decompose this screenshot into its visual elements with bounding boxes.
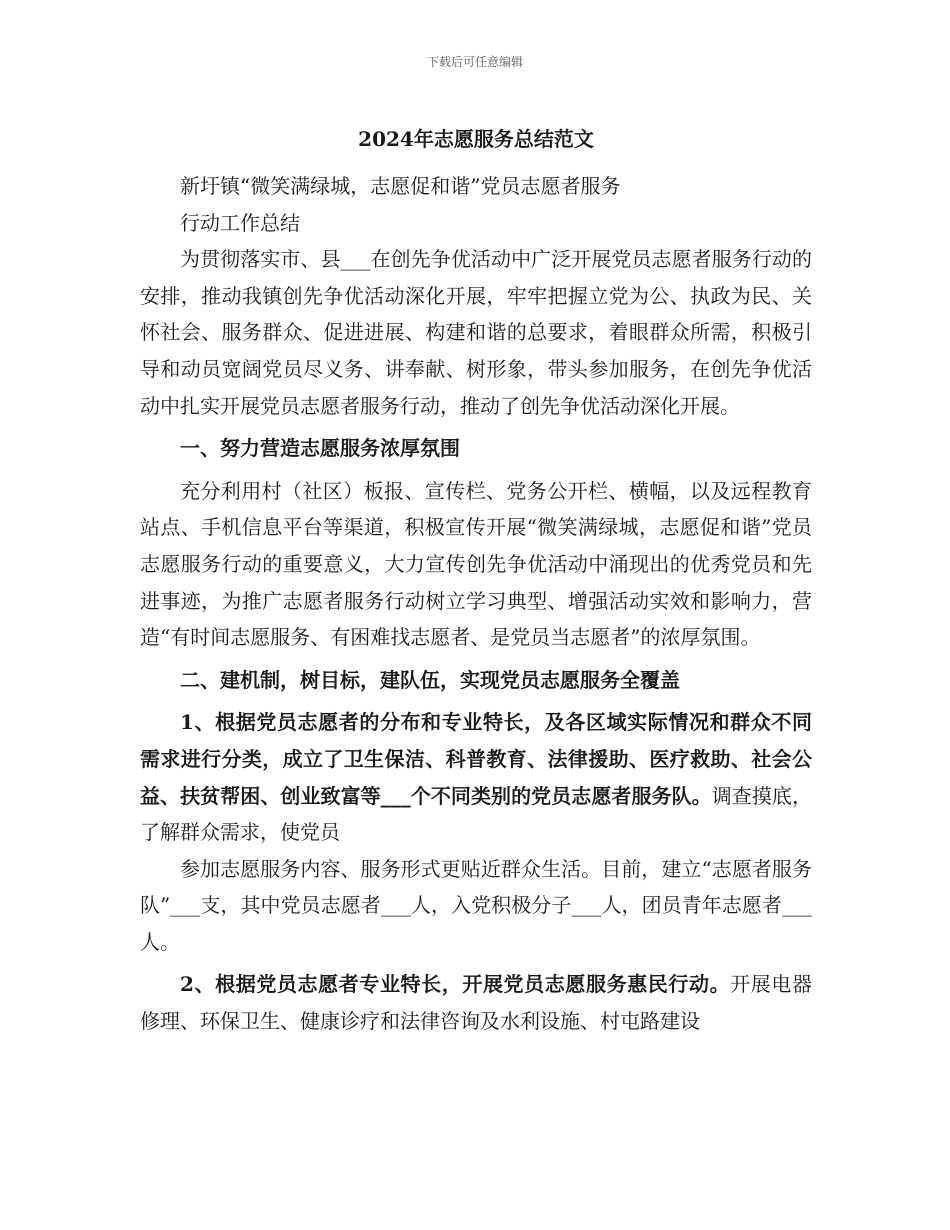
item-1-bold-text: 1、根据党员志愿者的分布和专业特长，及各区域实际情况和群众不同需求进行分类，成立了卫生保洁、科普教育、法律援助、医疗救助、社会公益、扶贫帮困、创业致富等___个不同类别的党员志愿者服务队。 [140, 710, 812, 808]
section-2-heading: 二、建机制，树目标，建队伍，实现党员志愿服务全覆盖 [180, 667, 680, 692]
section-1-heading: 一、努力营造志愿服务浓厚氛围 [180, 436, 460, 461]
intro-paragraph: 为贯彻落实市、县___在创先争优活动中广泛开展党员志愿者服务行动的安排，推动我镇创先争优活动深化开展，牢牢把握立党为公、执政为民、关怀社会、服务群众、促进进展、构建和谐的总要求，着眼群众所需，积极引导和动员宽阔党员尽义务、讲奉献、树形象，带头参加服务，在创先争优活动中扎实开展党员志愿者服务行动，推动了创先争优活动深化开展。 [140, 247, 812, 418]
item-2-paragraph [140, 966, 812, 1039]
section-1-paragraph: 充分利用村（社区）板报、宣传栏、党务公开栏、横幅，以及远程教育站点、手机信息平台等渠道，积极宣传开展“微笑满绿城，志愿促和谐”党员志愿服务行动的重要意义，大力宣传创先争优活动中涌现出的优秀党员和先进事迹，为推广志愿者服务行动树立学习典型、增强活动实效和影响力，营造“有时间志愿服务、有困难找志愿者、是党员当志愿者”的浓厚氛围。 [140, 478, 812, 650]
document-title: 2024年志愿服务总结范文 [358, 127, 594, 151]
document-body [140, 124, 812, 1040]
item-1-text: 调查摸底，了解群众需求，使党员 [140, 783, 812, 845]
subtitle-line-2: 行动工作总结 [180, 210, 300, 235]
item-2-text: 开展电器修理、环保卫生、健康诊疗和法律咨询及水利设施、村屯路建设 [140, 972, 812, 1034]
item-1-continued-paragraph: 参加志愿服务内容、服务形式更贴近群众生活。目前，建立“志愿者服务队”___支，其中党员志愿者___人，入党积极分子___人，团员青年志愿者___人。 [140, 856, 812, 954]
subtitle-line-1: 新圩镇“微笑满绿城，志愿促和谐”党员志愿者服务 [180, 174, 621, 198]
item-2-bold-text: 2、根据党员志愿者专业特长，开展党员志愿服务惠民行动。 [180, 972, 731, 997]
page-header-note: 下载后可任意编辑 [426, 55, 523, 69]
item-1-paragraph [140, 704, 812, 850]
